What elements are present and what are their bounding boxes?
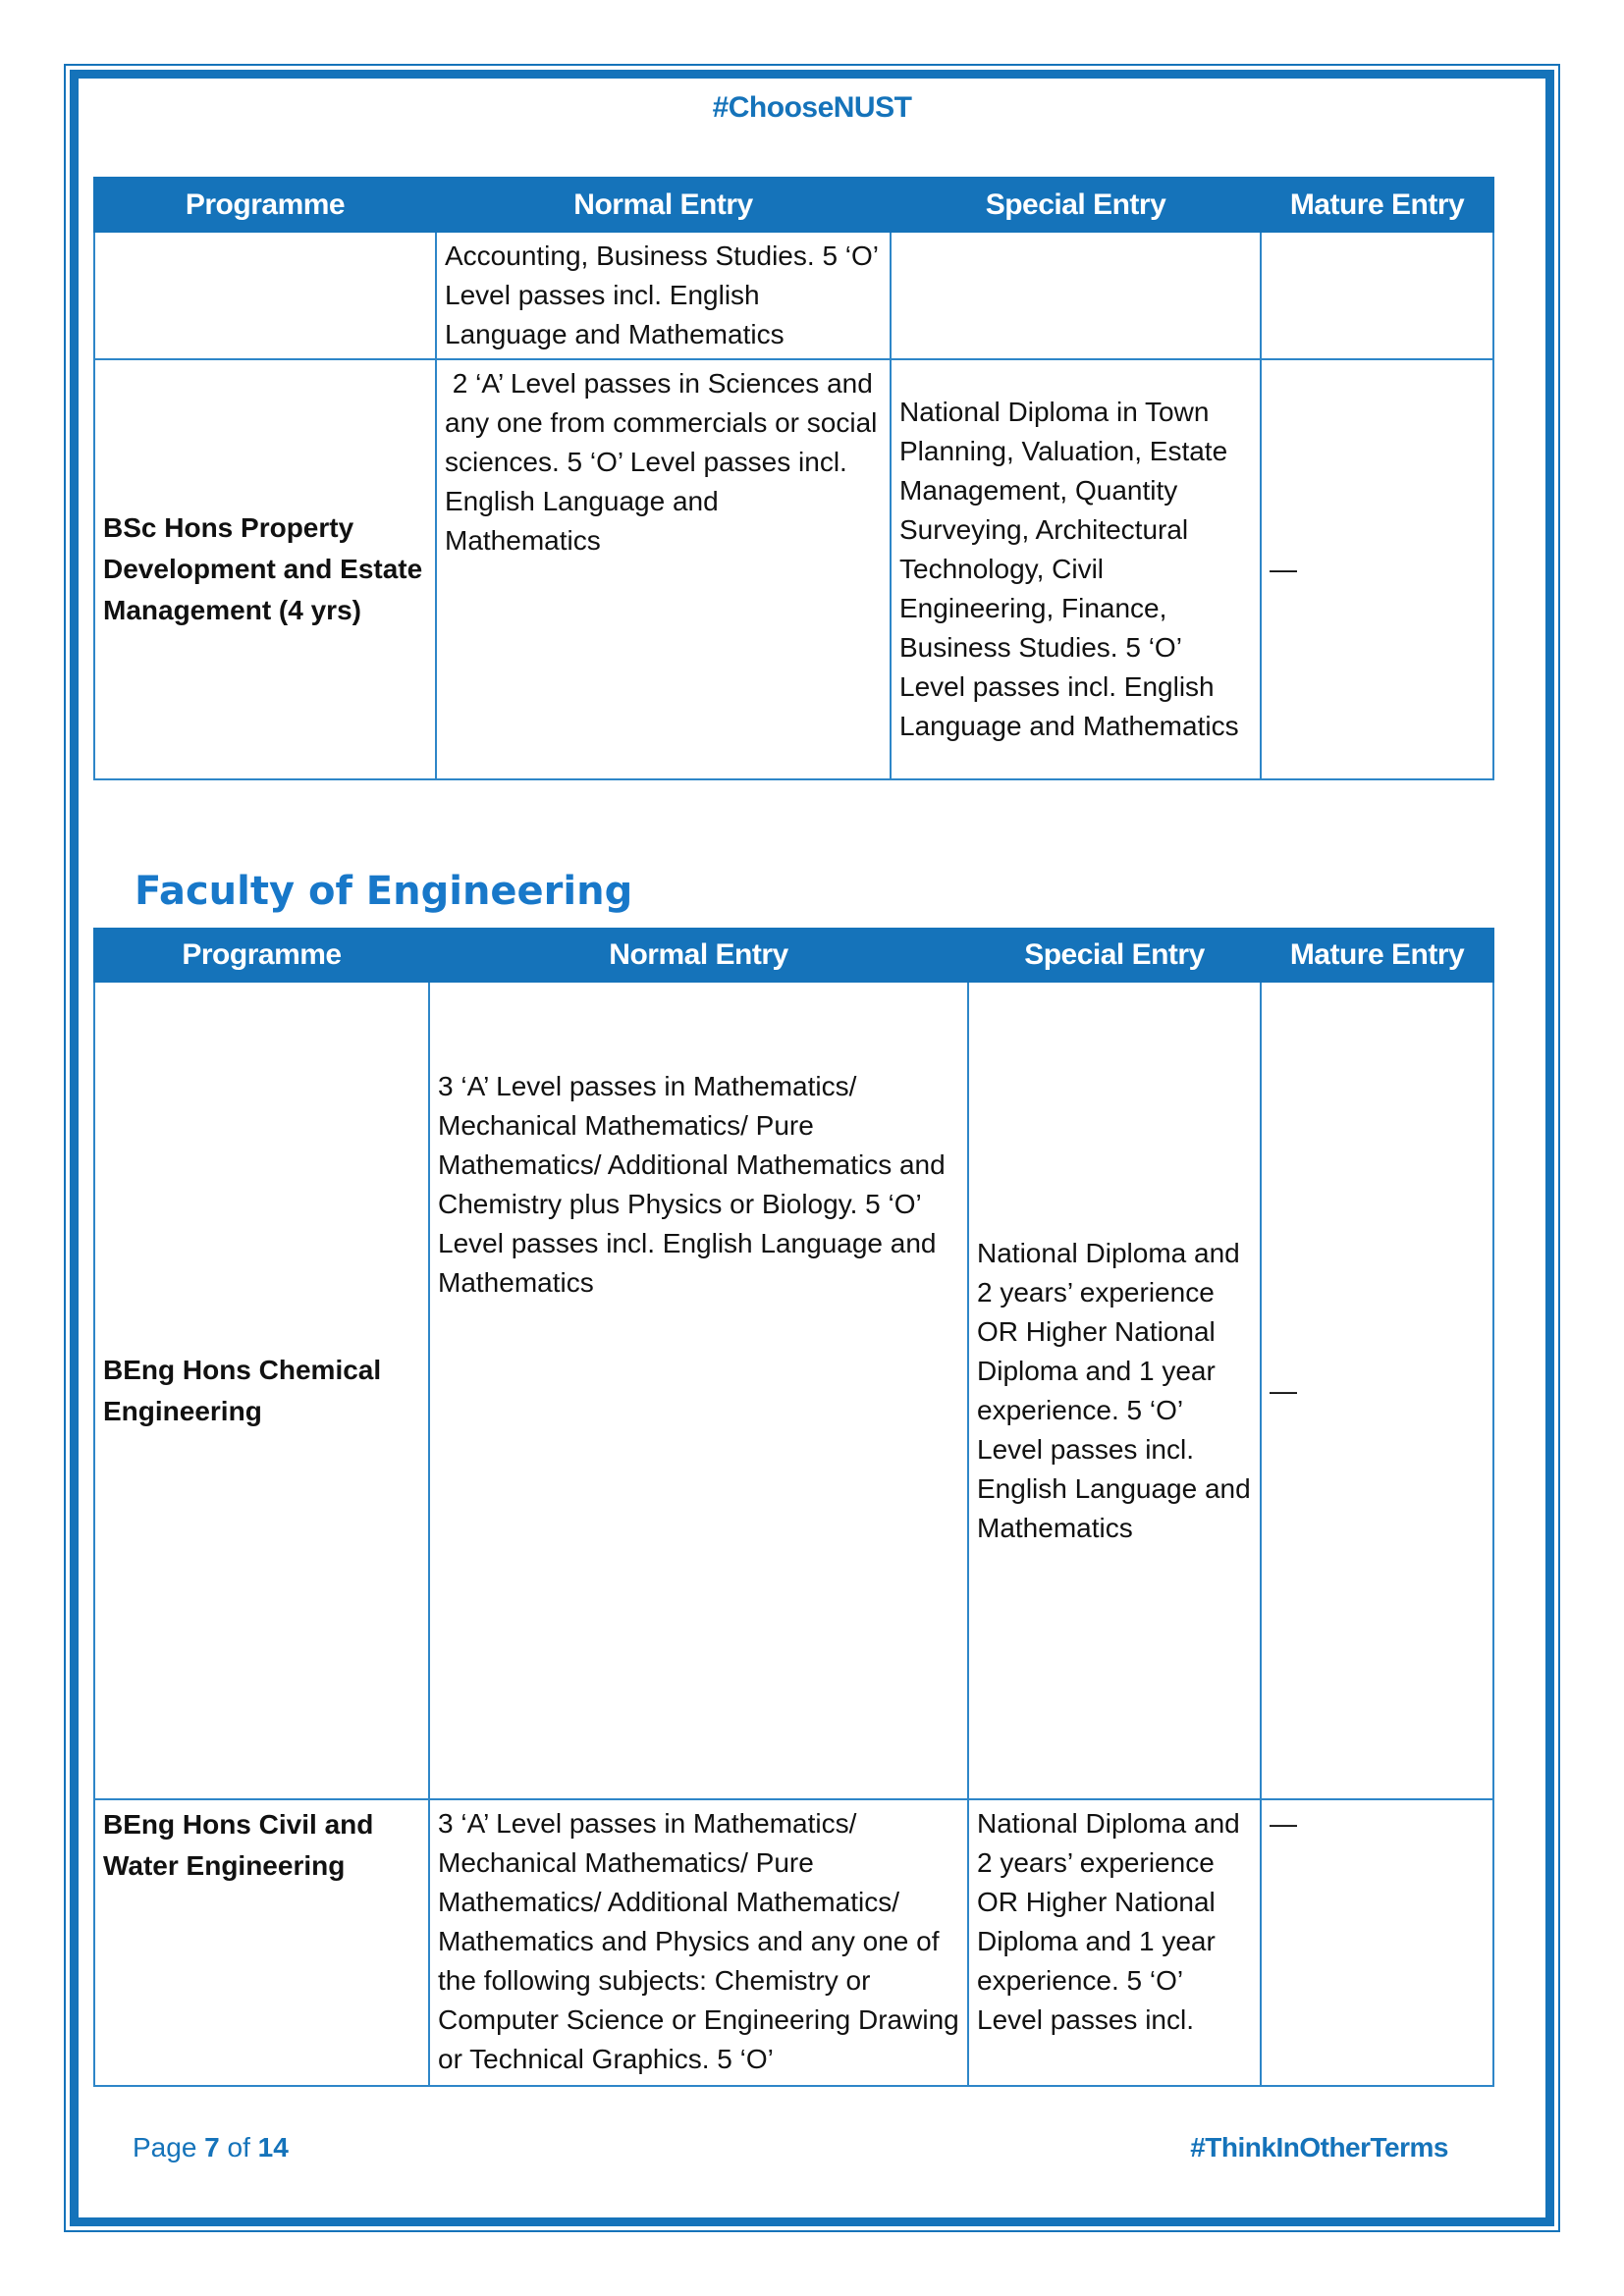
- header-hashtag: #ChooseNUST: [712, 91, 912, 124]
- cell-normal-entry: 3 ‘A’ Level passes in Mathematics/ Mechanical Mathematics/ Pure Mathematics/ Additional Mathematics/ Mathematics and Physics and any one of the following subjects: Chemistry or Computer Science or Engineering Drawing or Technical Graphics. 5 ‘O’: [429, 1799, 968, 2086]
- column-header-programme: Programme: [94, 178, 436, 232]
- page-total: 14: [257, 2132, 289, 2163]
- cell-special-entry: National Diploma and 2 years’ experience OR Higher National Diploma and 1 year experience. 5 ‘O’ Level passes incl. English Language and Mathematics: [968, 982, 1261, 1799]
- table-header-row: [94, 178, 1493, 232]
- page-number: 7: [204, 2132, 220, 2163]
- column-header-programme: Programme: [94, 929, 429, 982]
- admissions-table-engineering: [93, 928, 1494, 2087]
- table-row: [94, 232, 1493, 359]
- column-header-special-entry: Special Entry: [891, 178, 1261, 232]
- cell-normal-entry: 2 ‘A’ Level passes in Sciences and any one from commercials or social sciences. 5 ‘O’ Level passes incl. English Language and Mathematics: [436, 359, 891, 779]
- column-header-normal-entry: Normal Entry: [436, 178, 891, 232]
- cell-mature-entry: —: [1261, 982, 1493, 1799]
- table-header-row: [94, 929, 1493, 982]
- cell-normal-entry: 3 ‘A’ Level passes in Mathematics/ Mechanical Mathematics/ Pure Mathematics/ Additional Mathematics and Chemistry plus Physics or Biology. 5 ‘O’ Level passes incl. English Language and Mathematics: [429, 982, 968, 1799]
- table-row: [94, 982, 1493, 1799]
- column-header-special-entry: Special Entry: [968, 929, 1261, 982]
- section-heading-faculty-of-engineering: Faculty of Engineering: [135, 869, 633, 914]
- page-number-indicator: [133, 2132, 289, 2163]
- footer-hashtag: #ThinkInOtherTerms: [1190, 2132, 1448, 2163]
- cell-programme: BSc Hons Property Development and Estate Management (4 yrs): [94, 359, 436, 779]
- column-header-normal-entry: Normal Entry: [429, 929, 968, 982]
- admissions-table-commerce: [93, 177, 1494, 780]
- cell-mature-entry: —: [1261, 359, 1493, 779]
- column-header-mature-entry: Mature Entry: [1261, 178, 1493, 232]
- table-row: [94, 359, 1493, 779]
- cell-programme: [94, 232, 436, 359]
- page-label-prefix: Page: [133, 2132, 205, 2163]
- table-row: [94, 1799, 1493, 2086]
- cell-special-entry: [891, 232, 1261, 359]
- column-header-mature-entry: Mature Entry: [1261, 929, 1493, 982]
- cell-mature-entry: —: [1261, 1799, 1493, 2086]
- page-label-of: of: [219, 2132, 258, 2163]
- cell-programme: BEng Hons Chemical Engineering: [94, 982, 429, 1799]
- cell-mature-entry: [1261, 232, 1493, 359]
- cell-special-entry: National Diploma in Town Planning, Valuation, Estate Management, Quantity Surveying, Architectural Technology, Civil Engineering, Finance, Business Studies. 5 ‘O’ Level passes incl. English Language and Mathematics: [891, 359, 1261, 779]
- cell-normal-entry: Accounting, Business Studies. 5 ‘O’ Level passes incl. English Language and Mathematics: [436, 232, 891, 359]
- cell-special-entry: National Diploma and 2 years’ experience OR Higher National Diploma and 1 year experience. 5 ‘O’ Level passes incl.: [968, 1799, 1261, 2086]
- cell-programme: BEng Hons Civil and Water Engineering: [94, 1799, 429, 2086]
